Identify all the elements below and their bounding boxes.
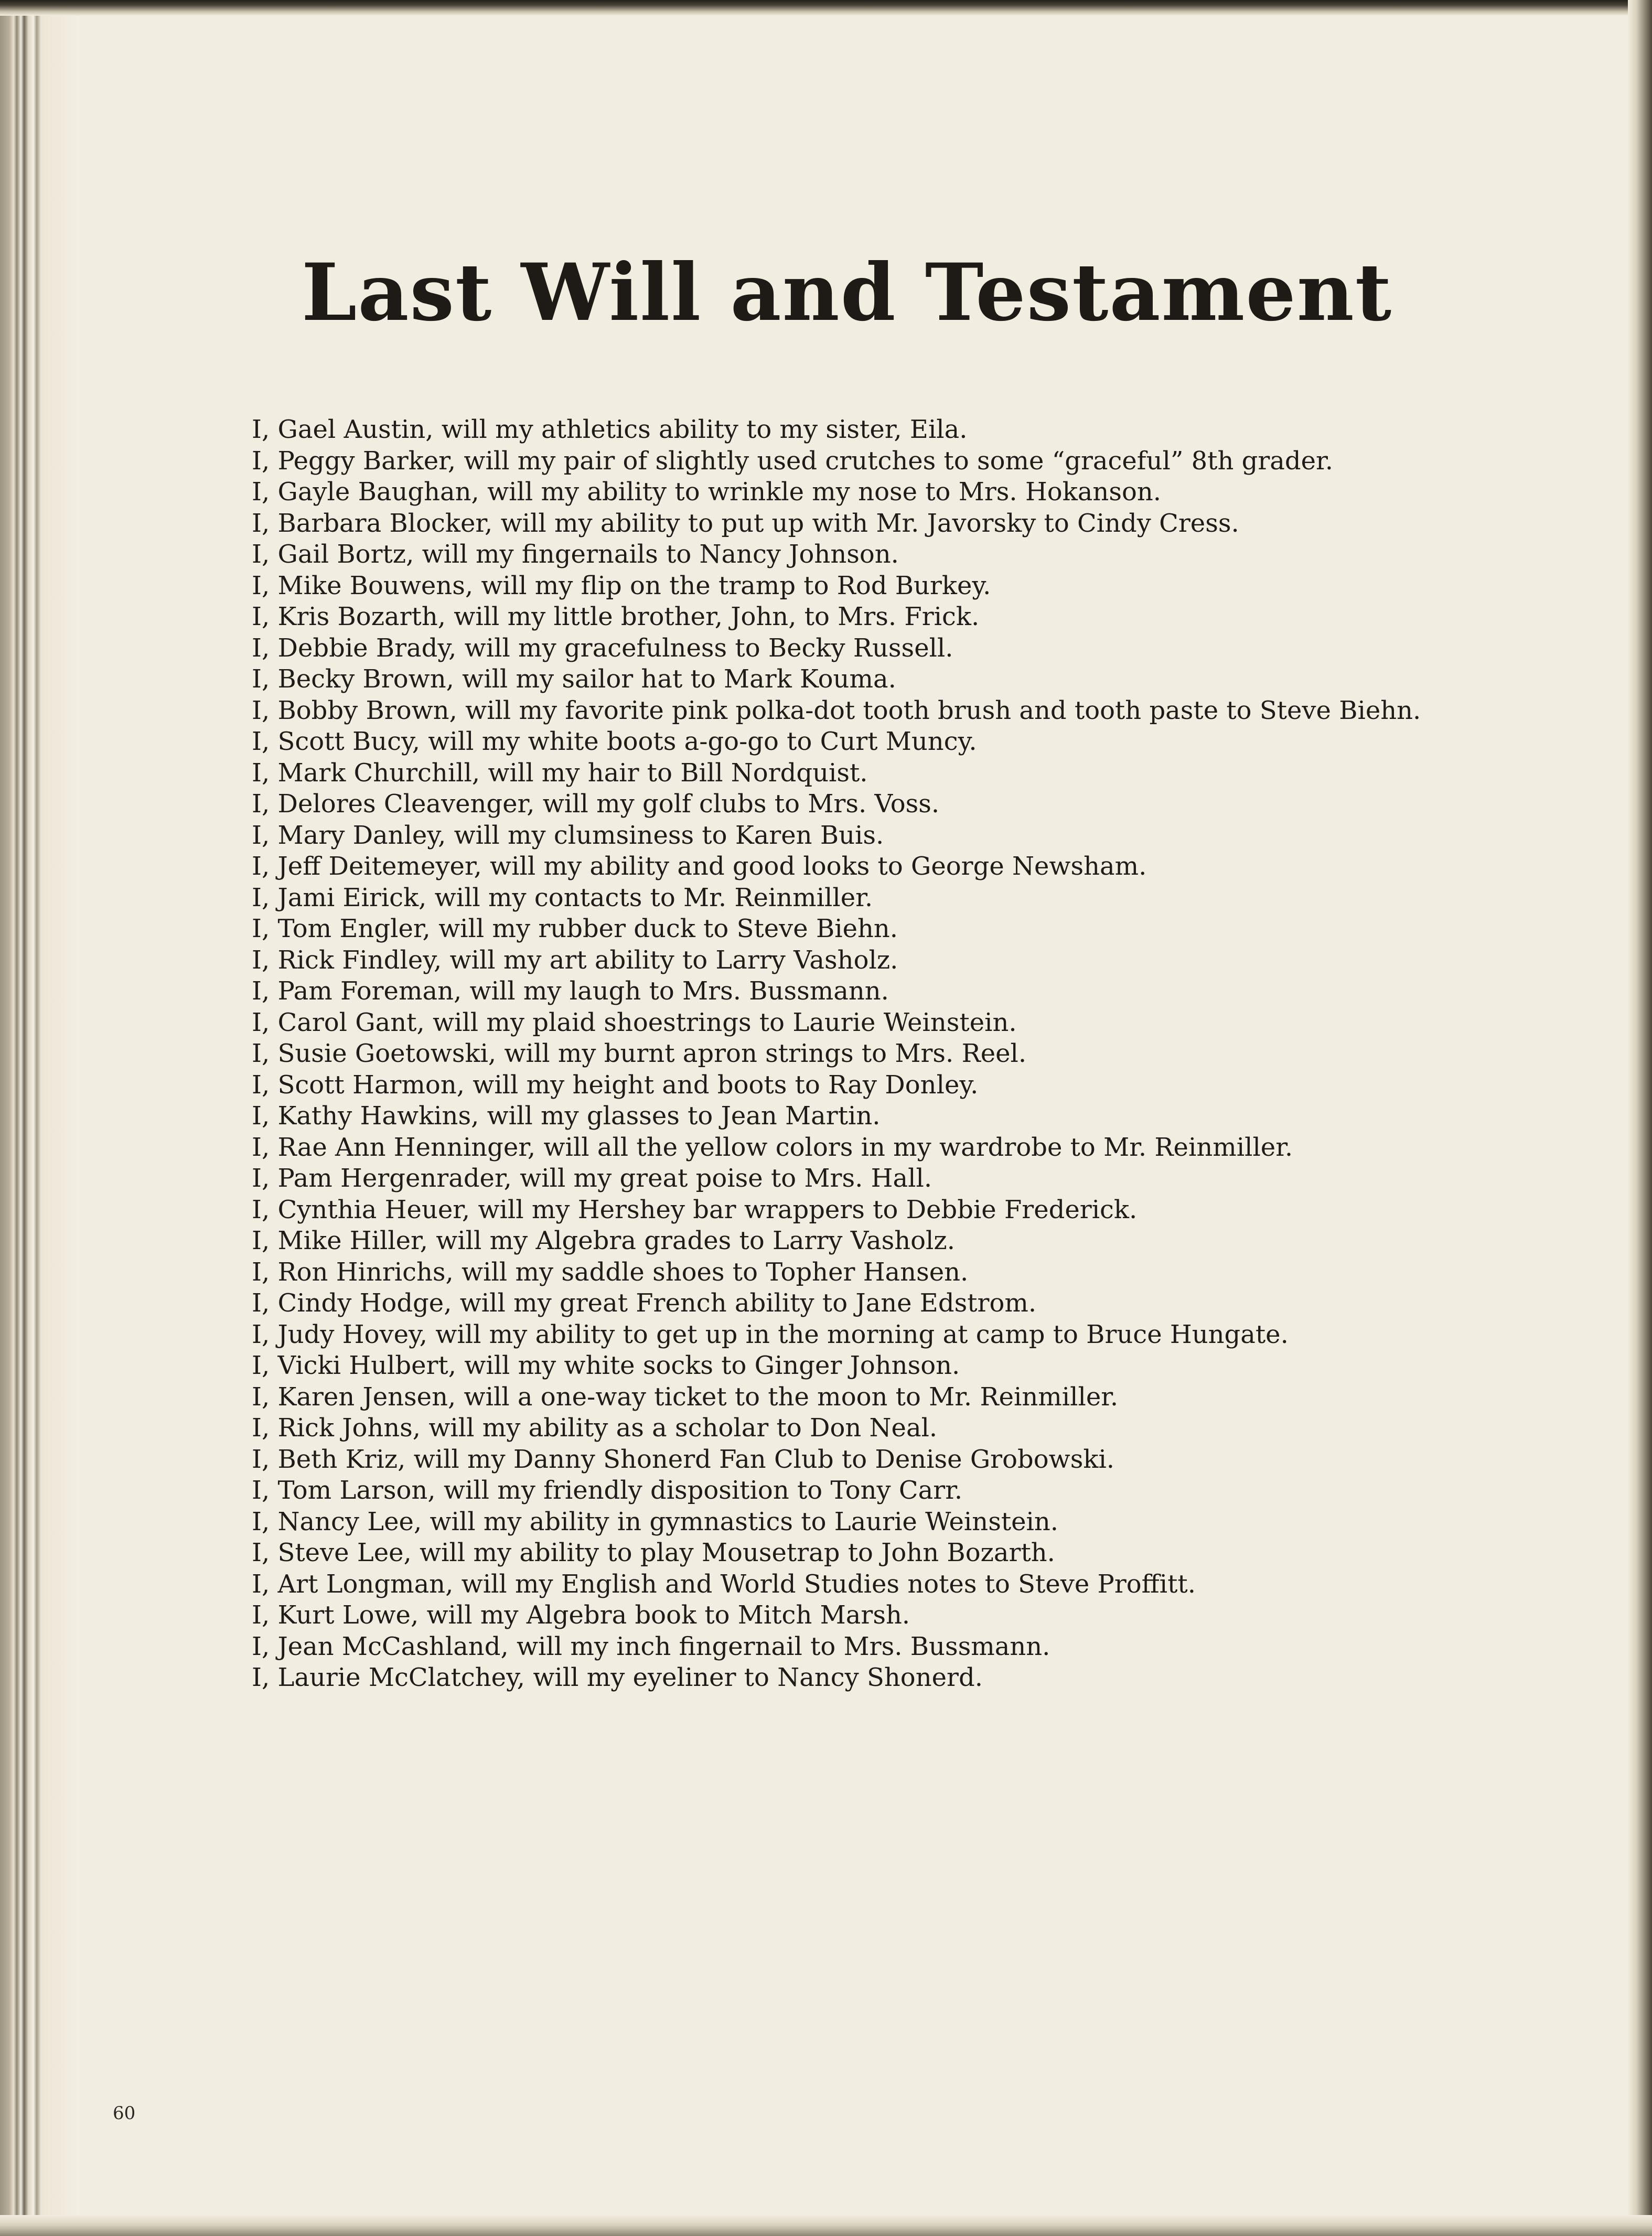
will-entry: I, Jeff Deitemeyer, will my ability and good looks to George Newsham. <box>252 852 1147 881</box>
will-entry: I, Vicki Hulbert, will my white socks to Ginger Johnson. <box>252 1351 960 1380</box>
will-entry: I, Barbara Blocker, will my ability to put up with Mr. Javorsky to Cindy Cress. <box>252 508 1239 538</box>
will-entry: I, Becky Brown, will my sailor hat to Mark Kouma. <box>252 664 896 694</box>
will-entry: I, Jean McCashland, will my inch fingernail to Mrs. Bussmann. <box>252 1631 1050 1661</box>
will-entry: I, Peggy Barker, will my pair of slightly used crutches to some “graceful” 8th grader. <box>252 446 1333 476</box>
will-entry: I, Mike Hiller, will my Algebra grades to Larry Vasholz. <box>252 1226 955 1255</box>
will-entry: I, Mike Bouwens, will my flip on the tramp to Rod Burkey. <box>252 571 991 600</box>
will-entry: I, Debbie Brady, will my gracefulness to Becky Russell. <box>252 633 953 663</box>
will-entry: I, Nancy Lee, will my ability in gymnastics to Laurie Weinstein. <box>252 1507 1059 1536</box>
will-entry: I, Gail Bortz, will my fingernails to Nancy Johnson. <box>252 540 899 569</box>
will-entry: I, Cynthia Heuer, will my Hershey bar wrappers to Debbie Frederick. <box>252 1195 1138 1224</box>
will-entry: I, Art Longman, will my English and World Studies notes to Steve Proffitt. <box>252 1569 1196 1599</box>
will-entry: I, Rae Ann Henninger, will all the yellow colors in my wardrobe to Mr. Reinmiller. <box>252 1132 1293 1162</box>
will-entry: I, Judy Hovey, will my ability to get up in the morning at camp to Bruce Hungate. <box>252 1319 1289 1349</box>
will-entry: I, Tom Larson, will my friendly disposition to Tony Carr. <box>252 1476 963 1505</box>
will-entry: I, Jami Eirick, will my contacts to Mr. Reinmiller. <box>252 883 873 912</box>
will-entry: I, Laurie McClatchey, will my eyeliner to Nancy Shonerd. <box>252 1663 983 1692</box>
will-entry: I, Gael Austin, will my athletics ability to my sister, Eila. <box>252 415 968 444</box>
will-entry: I, Gayle Baughan, will my ability to wrinkle my nose to Mrs. Hokanson. <box>252 477 1162 507</box>
will-entry: I, Scott Harmon, will my height and boots to Ray Donley. <box>252 1070 979 1100</box>
top-page-edge <box>0 0 1652 16</box>
will-entry: I, Kurt Lowe, will my Algebra book to Mitch Marsh. <box>252 1600 910 1630</box>
will-entry: I, Delores Cleavenger, will my golf clubs to Mrs. Voss. <box>252 789 940 819</box>
bottom-page-edge <box>0 2215 1652 2236</box>
page-title: Last Will and Testament <box>301 246 1393 339</box>
will-entry: I, Rick Findley, will my art ability to Larry Vasholz. <box>252 945 898 975</box>
will-entry: I, Bobby Brown, will my favorite pink polka-dot tooth brush and tooth paste to Steve Biehn. <box>252 695 1421 725</box>
will-entry: I, Kris Bozarth, will my little brother, John, to Mrs. Frick. <box>252 602 980 631</box>
page-number: 60 <box>113 2103 136 2124</box>
will-entry: I, Cindy Hodge, will my great French ability to Jane Edstrom. <box>252 1288 1037 1318</box>
will-entry: I, Rick Johns, will my ability as a scholar to Don Neal. <box>252 1413 938 1443</box>
will-entry: I, Carol Gant, will my plaid shoestrings to Laurie Weinstein. <box>252 1007 1017 1037</box>
will-entry: I, Karen Jensen, will a one-way ticket to the moon to Mr. Reinmiller. <box>252 1382 1119 1412</box>
will-entry: I, Tom Engler, will my rubber duck to Steve Biehn. <box>252 914 898 943</box>
will-entry: I, Ron Hinrichs, will my saddle shoes to Topher Hansen. <box>252 1257 969 1287</box>
will-entries-list <box>252 414 1584 1694</box>
will-entry: I, Scott Bucy, will my white boots a-go-go to Curt Muncy. <box>252 727 977 756</box>
will-entry: I, Susie Goetowski, will my burnt apron strings to Mrs. Reel. <box>252 1039 1027 1068</box>
will-entry: I, Mark Churchill, will my hair to Bill Nordquist. <box>252 758 868 788</box>
will-entry: I, Mary Danley, will my clumsiness to Karen Buis. <box>252 820 884 850</box>
will-entry: I, Kathy Hawkins, will my glasses to Jean Martin. <box>252 1101 881 1131</box>
will-entry: I, Steve Lee, will my ability to play Mousetrap to John Bozarth. <box>252 1538 1055 1567</box>
will-entry: I, Pam Foreman, will my laugh to Mrs. Bussmann. <box>252 976 889 1006</box>
will-entry: I, Pam Hergenrader, will my great poise to Mrs. Hall. <box>252 1164 932 1193</box>
will-entry: I, Beth Kriz, will my Danny Shonerd Fan Club to Denise Grobowski. <box>252 1444 1115 1474</box>
